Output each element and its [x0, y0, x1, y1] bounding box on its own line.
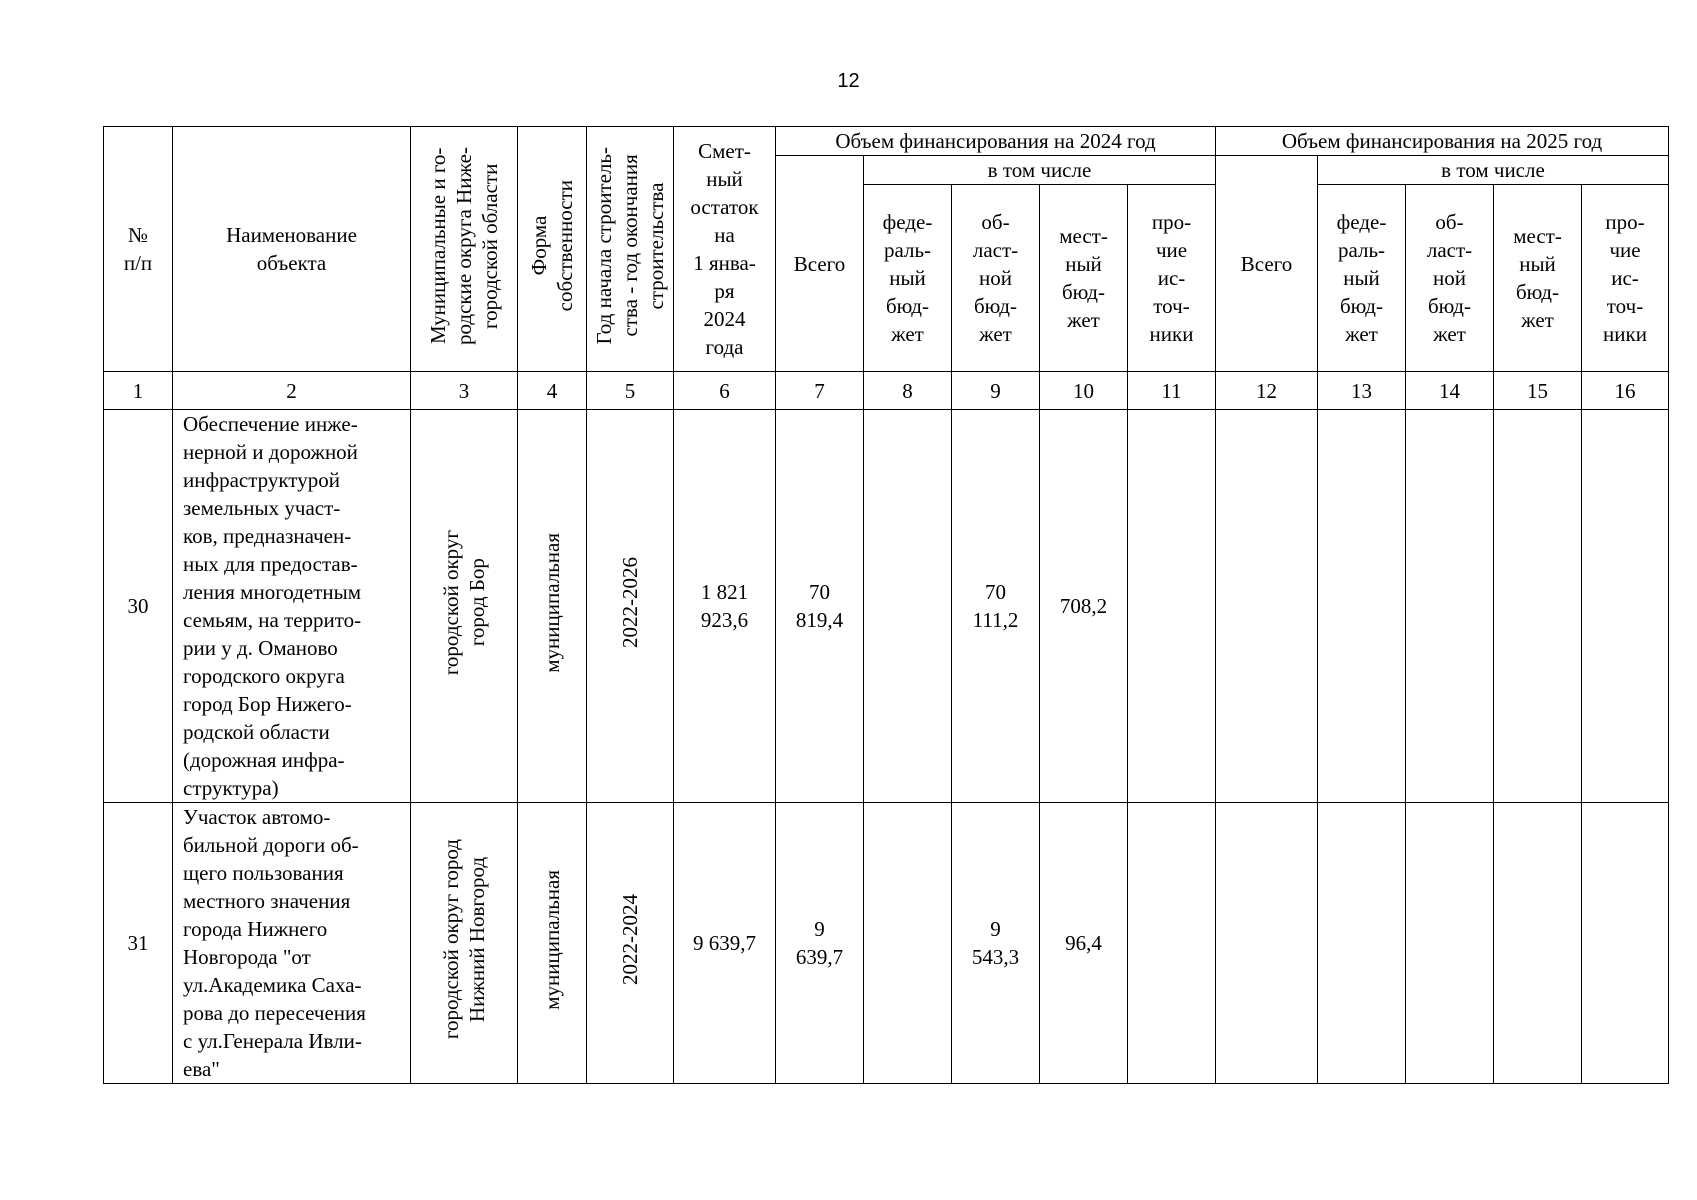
header-fin-2025: Объем финансирования на 2025 год — [1216, 127, 1669, 156]
row-num: 31 — [104, 803, 173, 1084]
row-local-2025 — [1494, 410, 1582, 803]
row-local-2024: 96,4 — [1040, 803, 1128, 1084]
row-num: 30 — [104, 410, 173, 803]
column-number: 8 — [864, 372, 952, 410]
row-total-2024: 9 639,7 — [776, 803, 864, 1084]
header-other-2025: про- чие ис- точ- ники — [1582, 185, 1669, 372]
column-number: 14 — [1406, 372, 1494, 410]
column-number-row — [104, 372, 1669, 410]
row-other-2025 — [1582, 803, 1669, 1084]
column-number: 10 — [1040, 372, 1128, 410]
header-total-2025: Всего — [1216, 156, 1318, 372]
row-years: 2022-2026 — [618, 557, 642, 648]
column-number: 3 — [411, 372, 518, 410]
row-object-name: Обеспечение инже- нерной и дорожной инфраструктурой земельных участ- ков, предназначен- ных для предостав- ления многодетным семьям, на террито- рии у д. Оманово городского округа город Бор Нижего- родской области (дорожная инфра- структура) — [173, 410, 411, 803]
row-local-2025 — [1494, 803, 1582, 1084]
header-federal-2024: феде- раль- ный бюд- жет — [864, 185, 952, 372]
column-number: 11 — [1128, 372, 1216, 410]
row-total-2025 — [1216, 803, 1318, 1084]
header-total-2024: Всего — [776, 156, 864, 372]
row-federal-2025 — [1318, 803, 1406, 1084]
header-years: Год начала строитель- ства - год окончания строительства — [592, 146, 668, 345]
row-balance: 9 639,7 — [674, 803, 776, 1084]
row-municipality: городской округ город Бор — [439, 529, 489, 676]
column-number: 1 — [104, 372, 173, 410]
financing-table — [103, 126, 1669, 1084]
row-object-name: Участок автомо- бильной дороги об- щего пользования местного значения города Нижнего Новгорода "от ул.Академика Саха- рова до пересечения с ул.Генерала Ивли- ева" — [173, 803, 411, 1084]
header-other-2024: про- чие ис- точ- ники — [1128, 185, 1216, 372]
row-years-cell — [587, 410, 674, 803]
row-ownership: муниципальная — [540, 532, 564, 673]
row-regional-2024: 70 111,2 — [952, 410, 1040, 803]
column-number: 4 — [518, 372, 587, 410]
header-municipality-cell — [411, 127, 518, 372]
row-municipality-cell — [411, 803, 518, 1084]
row-ownership-cell — [518, 803, 587, 1084]
header-fin-2024: Объем финансирования на 2024 год — [776, 127, 1216, 156]
header-ownership-cell — [518, 127, 587, 372]
row-local-2024: 708,2 — [1040, 410, 1128, 803]
row-total-2025 — [1216, 410, 1318, 803]
column-number: 6 — [674, 372, 776, 410]
header-federal-2025: феде- раль- ный бюд- жет — [1318, 185, 1406, 372]
header-regional-2024: об- ласт- ной бюд- жет — [952, 185, 1040, 372]
header-regional-2025: об- ласт- ной бюд- жет — [1406, 185, 1494, 372]
row-years-cell — [587, 803, 674, 1084]
table-row — [104, 410, 1669, 803]
row-ownership: муниципальная — [540, 869, 564, 1010]
header-including-2024: в том числе — [864, 156, 1216, 185]
column-number: 16 — [1582, 372, 1669, 410]
column-number: 15 — [1494, 372, 1582, 410]
header-municipality: Муниципальные и го- родские округа Ниже- городской области — [426, 146, 502, 345]
column-number: 9 — [952, 372, 1040, 410]
header-including-2025: в том числе — [1318, 156, 1669, 185]
row-municipality-cell — [411, 410, 518, 803]
row-other-2025 — [1582, 410, 1669, 803]
column-number: 13 — [1318, 372, 1406, 410]
row-regional-2024: 9 543,3 — [952, 803, 1040, 1084]
column-number: 5 — [587, 372, 674, 410]
column-number: 2 — [173, 372, 411, 410]
header-local-2025: мест- ный бюд- жет — [1494, 185, 1582, 372]
row-total-2024: 70 819,4 — [776, 410, 864, 803]
header-local-2024: мест- ный бюд- жет — [1040, 185, 1128, 372]
row-regional-2025 — [1406, 410, 1494, 803]
row-ownership-cell — [518, 410, 587, 803]
row-federal-2024 — [864, 803, 952, 1084]
header-num: № п/п — [104, 127, 173, 372]
header-balance: Смет- ный остаток на 1 янва- ря 2024 года — [674, 127, 776, 372]
row-municipality: городской округ город Нижний Новгород — [439, 839, 489, 1040]
row-balance: 1 821 923,6 — [674, 410, 776, 803]
row-regional-2025 — [1406, 803, 1494, 1084]
header-years-cell — [587, 127, 674, 372]
row-federal-2025 — [1318, 410, 1406, 803]
header-ownership: Форма собственности — [527, 179, 577, 312]
column-number: 7 — [776, 372, 864, 410]
row-federal-2024 — [864, 410, 952, 803]
row-other-2024 — [1128, 410, 1216, 803]
row-other-2024 — [1128, 803, 1216, 1084]
row-years: 2022-2024 — [618, 894, 642, 985]
header-row-1 — [104, 127, 1669, 156]
page-number: 12 — [837, 70, 860, 92]
table-row — [104, 803, 1669, 1084]
column-number: 12 — [1216, 372, 1318, 410]
header-name: Наименование объекта — [173, 127, 411, 372]
